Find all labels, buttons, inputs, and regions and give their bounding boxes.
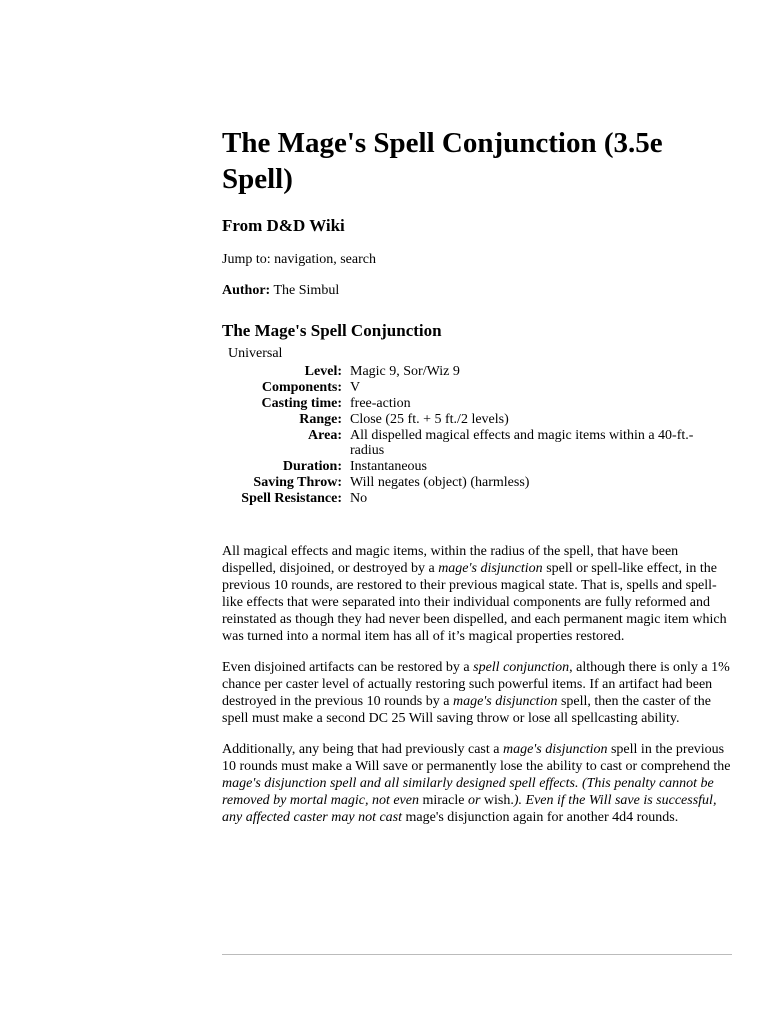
stat-row-saving-throw: [224, 475, 716, 491]
stat-value: V: [350, 380, 361, 395]
stat-label: Duration:: [282, 459, 342, 474]
stat-value: No: [350, 491, 368, 506]
stat-value: Will negates (object) (harmless): [350, 475, 530, 490]
description-paragraph-1: [222, 543, 734, 645]
description-paragraph-2: [222, 659, 734, 727]
stat-value: Close (25 ft. + 5 ft./2 levels): [350, 412, 509, 427]
text-run: Additionally, any being that had previously cast a: [222, 742, 503, 757]
spell-stats-table: [224, 364, 716, 507]
stat-value: free-action: [350, 396, 411, 411]
spell-reference: wish.: [483, 793, 514, 808]
stat-label: Level:: [304, 364, 342, 379]
stat-row-components: [224, 380, 716, 396]
page-title: The Mage's Spell Conjunction (3.5e Spell): [222, 127, 663, 195]
article-content: [222, 125, 734, 826]
italic-run: mage's disjunction spell and all similarly designed spell effects. (This penalty cannot be removed by mortal magic, not even: [222, 776, 714, 808]
stat-label: Components:: [261, 380, 342, 395]
jump-to-label: Jump to:: [222, 252, 275, 267]
stat-row-duration: [224, 459, 716, 475]
jump-to-separator: ,: [333, 252, 341, 267]
site-subtitle: From D&D Wiki: [222, 216, 345, 235]
text-run: All magical effects and magic items, within the radius of the spell, that have been dispelled, disjoined, or destroyed by a: [222, 544, 679, 576]
spell-reference: mage's disjunction: [438, 561, 543, 576]
stat-row-spell-resistance: [224, 491, 716, 507]
spell-reference: miracle: [422, 793, 465, 808]
text-run: spell in the previous 10 rounds must make a Will save or permanently lose the ability to cast or comprehend the: [222, 742, 731, 774]
stat-label: Range:: [299, 412, 342, 427]
text-run: spell, then the caster of the spell must make a second DC 25 Will saving throw or lose all spellcasting ability.: [222, 694, 712, 726]
spell-reference: mage's disjunction: [452, 694, 558, 709]
text-run: Even disjoined artifacts can be restored by a: [222, 660, 474, 675]
text-run: , although there is only a 1% chance per caster level of actually restoring such powerful items. If an artifact had been destroyed in the previous 10 rounds by a: [222, 660, 730, 709]
spell-heading: The Mage's Spell Conjunction: [222, 321, 442, 340]
footer-divider: [222, 954, 732, 955]
text-run: spell or spell-like effect, in the previous 10 rounds, are restored to their previous magical state. That is, spells and spell-like effects that were separated into their individual components are fully reformed and reinstated as though they had never been dispelled, and each permanent magic item which was turned into a normal item has all of it’s magical properties restored.: [222, 561, 727, 644]
spell-school: Universal: [228, 346, 283, 361]
spell-reference: mage's disjunction: [502, 742, 608, 757]
navigation-link[interactable]: navigation: [274, 252, 334, 267]
italic-run: or: [464, 793, 484, 808]
stat-value: All dispelled magical effects and magic items within a 40-ft.-radius: [350, 428, 694, 458]
jump-to-bar: [222, 251, 734, 269]
stat-label: Spell Resistance:: [241, 491, 342, 506]
stat-row-casting-time: [224, 396, 716, 412]
stat-label: Area:: [308, 428, 342, 443]
description-paragraph-3: [222, 741, 734, 826]
stat-label: Casting time:: [261, 396, 342, 411]
author-label: Author:: [222, 283, 271, 298]
author-line: [222, 282, 734, 300]
stat-row-level: [224, 364, 716, 380]
stat-value: Instantaneous: [350, 459, 427, 474]
stat-row-area: [224, 428, 716, 459]
stat-row-range: [224, 412, 716, 428]
search-link[interactable]: search: [340, 252, 376, 267]
text-run: mage's disjunction again for another 4d4 rounds.: [405, 810, 679, 825]
stat-value: Magic 9, Sor/Wiz 9: [350, 364, 460, 379]
author-name: The Simbul: [270, 283, 340, 298]
stat-label: Saving Throw:: [253, 475, 342, 490]
spell-reference: spell conjunction: [473, 660, 570, 675]
italic-run: ). Even if the Will save is successful, any affected caster may not cast: [222, 793, 717, 825]
